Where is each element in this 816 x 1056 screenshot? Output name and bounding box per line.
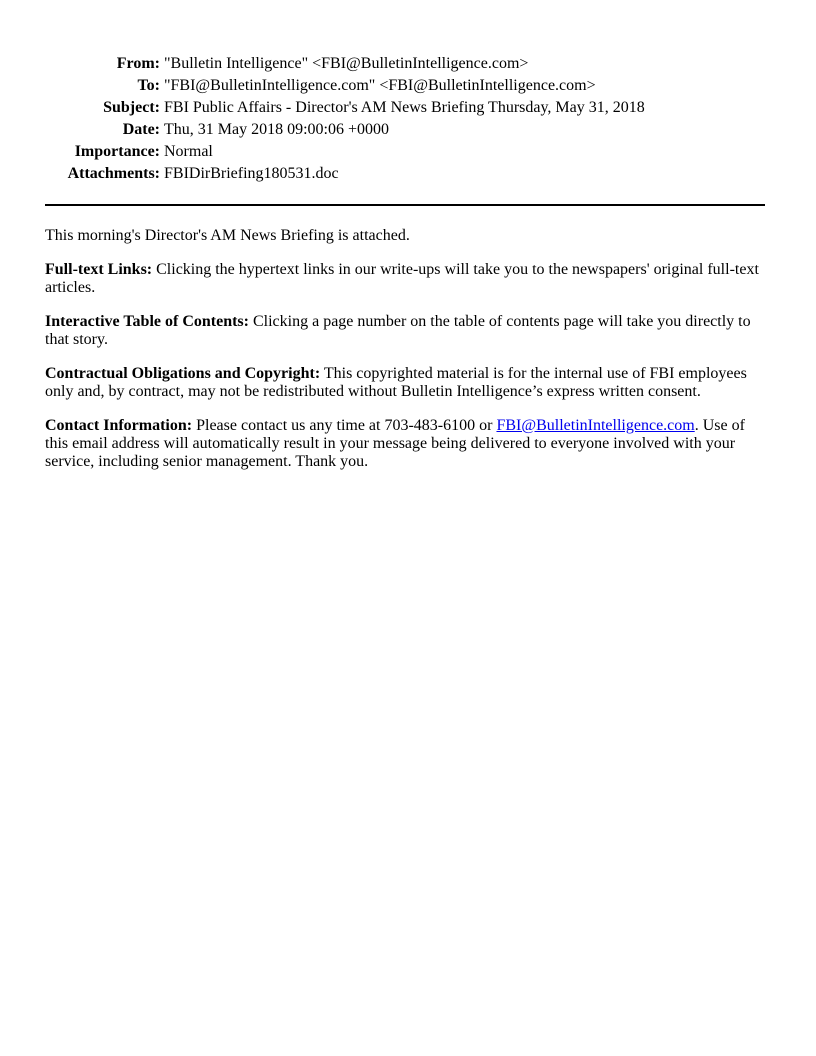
toc-paragraph	[45, 313, 767, 349]
fulltext-links-paragraph	[45, 261, 767, 297]
email-header	[45, 53, 645, 185]
date-label: Date:	[122, 121, 160, 138]
copyright-text: This copyrighted material is for the internal use of FBI employees only and, by contract, may not be redistributed without Bulletin Intelligence’s express written consent.	[45, 365, 747, 400]
intro-paragraph: This morning's Director's AM News Briefing is attached.	[45, 227, 410, 244]
attachment-filename: FBIDirBriefing180531.doc	[164, 165, 339, 182]
importance-label: Importance:	[74, 143, 160, 160]
subject-value: FBI Public Affairs - Director's AM News Briefing Thursday, May 31, 2018	[164, 99, 645, 116]
to-label: To:	[137, 77, 160, 94]
copyright-paragraph	[45, 365, 767, 401]
from-label: From:	[116, 55, 160, 72]
importance-row	[45, 141, 645, 163]
contact-text-before: Please contact us any time at 703-483-6100 or	[192, 417, 497, 434]
from-value: "Bulletin Intelligence" <FBI@BulletinIntelligence.com>	[164, 55, 529, 72]
copyright-heading: Contractual Obligations and Copyright:	[45, 365, 321, 382]
from-row	[45, 53, 645, 75]
contact-email-link[interactable]: FBI@BulletinIntelligence.com	[496, 417, 695, 434]
subject-label: Subject:	[103, 99, 160, 116]
toc-heading: Interactive Table of Contents:	[45, 313, 249, 330]
date-value: Thu, 31 May 2018 09:00:06 +0000	[164, 121, 390, 138]
attachments-row	[45, 163, 645, 185]
contact-text-after: . Use of this email address will automatically result in your message being delivered to everyone involved with your service, including senior management. Thank you.	[45, 417, 745, 470]
date-row	[45, 119, 645, 141]
importance-value: Normal	[164, 143, 213, 160]
email-body	[45, 227, 767, 487]
attachments-label: Attachments:	[67, 165, 160, 182]
fulltext-links-heading: Full-text Links:	[45, 261, 153, 278]
header-divider	[45, 204, 765, 206]
contact-heading: Contact Information:	[45, 417, 193, 434]
to-value: "FBI@BulletinIntelligence.com" <FBI@BulletinIntelligence.com>	[164, 77, 596, 94]
toc-text: Clicking a page number on the table of contents page will take you directly to that story.	[45, 313, 751, 348]
subject-row	[45, 97, 645, 119]
fulltext-links-text: Clicking the hypertext links in our write-ups will take you to the newspapers' original full-text articles.	[45, 261, 759, 296]
to-row	[45, 75, 645, 97]
contact-paragraph	[45, 417, 767, 471]
